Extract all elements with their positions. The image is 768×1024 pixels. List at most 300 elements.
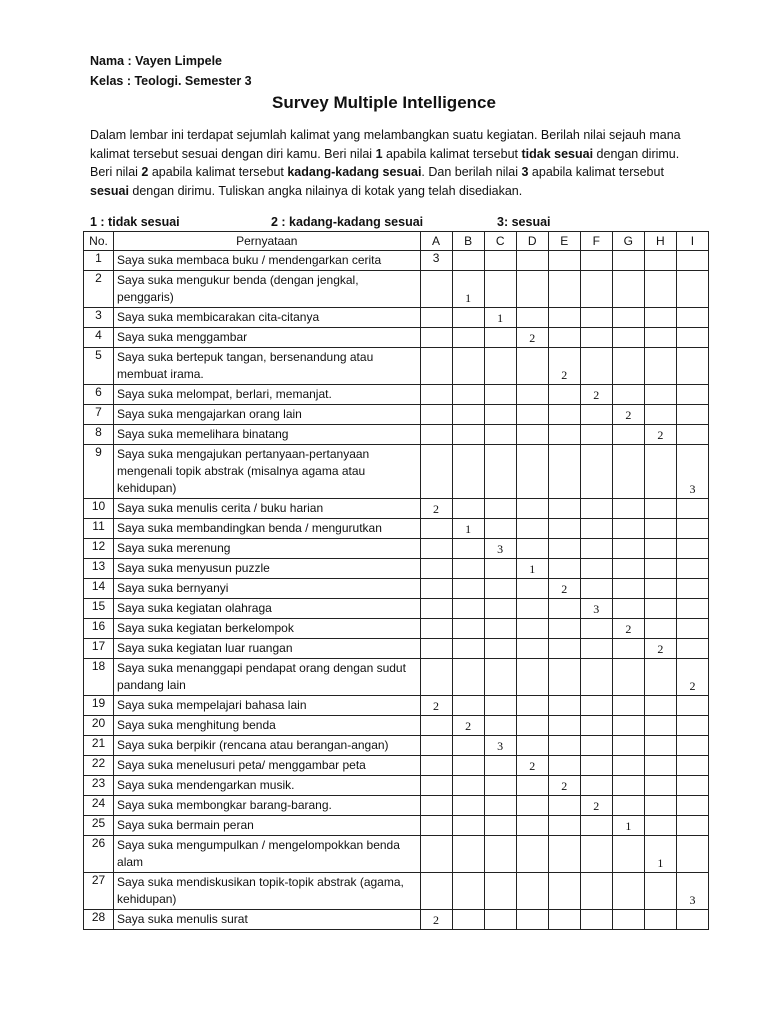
score-cell-d[interactable]: 1 [516, 559, 548, 579]
score-cell-c[interactable] [484, 599, 516, 619]
score-cell-a[interactable] [420, 659, 452, 696]
score-cell-d[interactable] [516, 639, 548, 659]
score-cell-i[interactable] [676, 385, 708, 405]
score-cell-f[interactable] [580, 619, 612, 639]
score-cell-h[interactable]: 2 [644, 639, 676, 659]
score-cell-h[interactable] [644, 308, 676, 328]
statement-cell: Saya suka melompat, berlari, memanjat. [114, 385, 420, 405]
score-cell-g[interactable] [612, 776, 644, 796]
score-cell-i[interactable] [676, 716, 708, 736]
score-cell-c[interactable]: 3 [484, 539, 516, 559]
score-cell-i[interactable]: 3 [676, 873, 708, 910]
score-cell-i[interactable] [676, 499, 708, 519]
score-cell-f[interactable] [580, 425, 612, 445]
row-number: 28 [84, 910, 114, 930]
score-cell-e[interactable] [548, 836, 580, 873]
score-cell-f[interactable] [580, 873, 612, 910]
score-cell-b[interactable] [452, 910, 484, 930]
score-cell-g[interactable] [612, 716, 644, 736]
score-cell-d[interactable] [516, 736, 548, 756]
score-cell-a[interactable] [420, 639, 452, 659]
score-cell-f[interactable] [580, 559, 612, 579]
score-cell-d[interactable]: 2 [516, 328, 548, 348]
score-cell-d[interactable] [516, 385, 548, 405]
statement-cell: Saya suka membicarakan cita-citanya [114, 308, 420, 328]
score-cell-h[interactable] [644, 539, 676, 559]
score-cell-b[interactable] [452, 445, 484, 499]
score-cell-b[interactable]: 2 [452, 716, 484, 736]
score-cell-e[interactable] [548, 308, 580, 328]
table-row [84, 776, 709, 796]
score-cell-e[interactable] [548, 599, 580, 619]
score-cell-c[interactable] [484, 579, 516, 599]
score-cell-f[interactable] [580, 348, 612, 385]
row-number: 5 [84, 348, 114, 385]
score-cell-h[interactable] [644, 736, 676, 756]
score-cell-b[interactable] [452, 736, 484, 756]
table-row [84, 579, 709, 599]
score-cell-b[interactable]: 1 [452, 271, 484, 308]
score-cell-e[interactable] [548, 328, 580, 348]
score-cell-h[interactable] [644, 328, 676, 348]
row-number: 14 [84, 579, 114, 599]
row-number: 4 [84, 328, 114, 348]
score-cell-i[interactable] [676, 619, 708, 639]
statement-cell: Saya suka kegiatan berkelompok [114, 619, 420, 639]
score-cell-a[interactable] [420, 756, 452, 776]
score-cell-a[interactable] [420, 836, 452, 873]
statement-cell: Saya suka menghitung benda [114, 716, 420, 736]
score-cell-c[interactable] [484, 816, 516, 836]
score-cell-b[interactable] [452, 405, 484, 425]
score-cell-c[interactable] [484, 499, 516, 519]
score-cell-g[interactable] [612, 599, 644, 619]
score-cell-g[interactable] [612, 445, 644, 499]
score-cell-g[interactable] [612, 385, 644, 405]
score-cell-e[interactable]: 2 [548, 348, 580, 385]
score-cell-a[interactable] [420, 579, 452, 599]
score-cell-a[interactable]: 2 [420, 910, 452, 930]
score-cell-h[interactable] [644, 405, 676, 425]
score-cell-d[interactable] [516, 796, 548, 816]
score-cell-a[interactable] [420, 736, 452, 756]
score-cell-h[interactable] [644, 251, 676, 271]
score-cell-g[interactable]: 2 [612, 619, 644, 639]
score-cell-c[interactable] [484, 328, 516, 348]
score-cell-f[interactable] [580, 308, 612, 328]
score-cell-i[interactable] [676, 559, 708, 579]
score-cell-e[interactable] [548, 251, 580, 271]
score-cell-h[interactable] [644, 579, 676, 599]
score-cell-e[interactable] [548, 271, 580, 308]
score-cell-h[interactable] [644, 348, 676, 385]
score-cell-i[interactable] [676, 696, 708, 716]
score-cell-d[interactable] [516, 659, 548, 696]
score-cell-g[interactable] [612, 559, 644, 579]
statement-cell: Saya suka menanggapi pendapat orang dengan sudut pandang lain [114, 659, 420, 696]
score-cell-h[interactable] [644, 599, 676, 619]
score-cell-c[interactable] [484, 405, 516, 425]
score-cell-h[interactable] [644, 659, 676, 696]
score-cell-e[interactable] [548, 910, 580, 930]
score-cell-f[interactable] [580, 910, 612, 930]
score-cell-d[interactable] [516, 519, 548, 539]
score-cell-g[interactable] [612, 425, 644, 445]
score-cell-c[interactable] [484, 836, 516, 873]
row-number: 27 [84, 873, 114, 910]
score-cell-c[interactable] [484, 716, 516, 736]
score-cell-c[interactable] [484, 873, 516, 910]
score-cell-b[interactable] [452, 348, 484, 385]
score-cell-a[interactable] [420, 385, 452, 405]
score-cell-d[interactable] [516, 816, 548, 836]
score-cell-a[interactable] [420, 539, 452, 559]
statement-cell: Saya suka bernyanyi [114, 579, 420, 599]
score-cell-g[interactable] [612, 519, 644, 539]
score-cell-a[interactable] [420, 599, 452, 619]
score-cell-c[interactable] [484, 425, 516, 445]
score-cell-e[interactable] [548, 816, 580, 836]
score-cell-e[interactable] [548, 425, 580, 445]
score-cell-a[interactable] [420, 519, 452, 539]
score-cell-i[interactable] [676, 776, 708, 796]
score-cell-c[interactable] [484, 756, 516, 776]
score-cell-e[interactable] [548, 405, 580, 425]
score-cell-h[interactable] [644, 776, 676, 796]
score-cell-f[interactable] [580, 539, 612, 559]
table-row [84, 251, 709, 271]
score-cell-f[interactable] [580, 519, 612, 539]
score-cell-i[interactable]: 2 [676, 659, 708, 696]
score-cell-d[interactable] [516, 539, 548, 559]
score-cell-h[interactable] [644, 445, 676, 499]
score-cell-a[interactable] [420, 308, 452, 328]
score-cell-e[interactable] [548, 445, 580, 499]
score-cell-h[interactable] [644, 619, 676, 639]
score-cell-f[interactable] [580, 251, 612, 271]
table-row [84, 499, 709, 519]
score-cell-b[interactable] [452, 873, 484, 910]
score-cell-d[interactable]: 2 [516, 756, 548, 776]
score-cell-b[interactable]: 1 [452, 519, 484, 539]
score-cell-f[interactable] [580, 716, 612, 736]
score-cell-c[interactable] [484, 348, 516, 385]
score-cell-b[interactable] [452, 539, 484, 559]
score-cell-f[interactable]: 3 [580, 599, 612, 619]
statement-cell: Saya suka berpikir (rencana atau berangan-angan) [114, 736, 420, 756]
score-cell-b[interactable] [452, 696, 484, 716]
score-cell-h[interactable] [644, 756, 676, 776]
score-cell-a[interactable] [420, 796, 452, 816]
score-cell-b[interactable] [452, 425, 484, 445]
score-cell-f[interactable] [580, 271, 612, 308]
score-cell-d[interactable] [516, 716, 548, 736]
score-cell-i[interactable] [676, 910, 708, 930]
score-cell-b[interactable] [452, 639, 484, 659]
score-cell-i[interactable]: 3 [676, 445, 708, 499]
score-cell-g[interactable] [612, 499, 644, 519]
score-cell-a[interactable] [420, 716, 452, 736]
score-cell-h[interactable] [644, 873, 676, 910]
score-cell-i[interactable] [676, 271, 708, 308]
score-cell-b[interactable] [452, 816, 484, 836]
column-header-pernyataan: Pernyataan [114, 232, 420, 251]
score-cell-d[interactable] [516, 271, 548, 308]
score-cell-g[interactable] [612, 736, 644, 756]
score-cell-a[interactable] [420, 328, 452, 348]
score-cell-g[interactable] [612, 873, 644, 910]
score-cell-i[interactable] [676, 308, 708, 328]
score-cell-h[interactable] [644, 716, 676, 736]
score-cell-g[interactable] [612, 836, 644, 873]
score-cell-h[interactable] [644, 499, 676, 519]
score-cell-f[interactable] [580, 756, 612, 776]
row-number: 2 [84, 271, 114, 308]
score-cell-h[interactable] [644, 696, 676, 716]
score-cell-a[interactable] [420, 445, 452, 499]
score-cell-h[interactable] [644, 385, 676, 405]
score-cell-c[interactable]: 1 [484, 308, 516, 328]
score-cell-e[interactable] [548, 873, 580, 910]
score-cell-b[interactable] [452, 659, 484, 696]
score-cell-e[interactable]: 2 [548, 579, 580, 599]
table-header-row [84, 232, 709, 251]
column-header-no: No. [84, 232, 114, 251]
table-row [84, 619, 709, 639]
table-row [84, 599, 709, 619]
score-cell-a[interactable]: 2 [420, 696, 452, 716]
score-cell-b[interactable] [452, 776, 484, 796]
score-cell-f[interactable] [580, 579, 612, 599]
table-row [84, 328, 709, 348]
score-cell-f[interactable] [580, 445, 612, 499]
score-cell-c[interactable] [484, 445, 516, 499]
score-cell-b[interactable] [452, 308, 484, 328]
statement-cell: Saya suka mengajarkan orang lain [114, 405, 420, 425]
score-cell-a[interactable] [420, 271, 452, 308]
score-cell-g[interactable] [612, 328, 644, 348]
score-cell-b[interactable] [452, 251, 484, 271]
score-cell-b[interactable] [452, 796, 484, 816]
score-cell-c[interactable] [484, 910, 516, 930]
column-header-c: C [484, 232, 516, 251]
score-cell-c[interactable] [484, 619, 516, 639]
score-cell-d[interactable] [516, 776, 548, 796]
score-cell-f[interactable]: 2 [580, 796, 612, 816]
statement-cell: Saya suka membandingkan benda / mengurutkan [114, 519, 420, 539]
score-cell-h[interactable] [644, 271, 676, 308]
row-number: 25 [84, 816, 114, 836]
score-cell-a[interactable] [420, 816, 452, 836]
legend-tidak-sesuai: 1 : tidak sesuai [90, 215, 180, 229]
score-cell-d[interactable] [516, 599, 548, 619]
table-row [84, 559, 709, 579]
score-cell-e[interactable] [548, 639, 580, 659]
score-cell-f[interactable] [580, 816, 612, 836]
score-cell-a[interactable] [420, 425, 452, 445]
score-cell-c[interactable] [484, 659, 516, 696]
score-cell-d[interactable] [516, 425, 548, 445]
score-cell-i[interactable] [676, 539, 708, 559]
score-cell-d[interactable] [516, 405, 548, 425]
score-cell-e[interactable] [548, 659, 580, 696]
score-cell-i[interactable] [676, 405, 708, 425]
score-cell-e[interactable] [548, 519, 580, 539]
score-cell-f[interactable] [580, 776, 612, 796]
score-cell-e[interactable] [548, 696, 580, 716]
score-cell-e[interactable] [548, 539, 580, 559]
score-cell-a[interactable] [420, 619, 452, 639]
score-cell-g[interactable] [612, 910, 644, 930]
score-cell-g[interactable] [612, 756, 644, 776]
score-cell-i[interactable] [676, 639, 708, 659]
score-cell-f[interactable] [580, 405, 612, 425]
score-cell-e[interactable] [548, 559, 580, 579]
score-cell-a[interactable] [420, 873, 452, 910]
score-cell-f[interactable] [580, 736, 612, 756]
score-cell-i[interactable] [676, 348, 708, 385]
score-cell-f[interactable]: 2 [580, 385, 612, 405]
score-cell-c[interactable] [484, 776, 516, 796]
instructions-paragraph: Dalam lembar ini terdapat sejumlah kalimat yang melambangkan suatu kegiatan. Berilah nilai sejauh mana kalimat tersebut sesuai dengan diri kamu. Beri nilai 1 apabila kalimat tersebut tidak sesuai dengan dirimu. Beri nilai 2 apabila kalimat tersebut kadang-kadang sesuai. Dan berilah nilai 3 apabila kalimat tersebut sesuai dengan dirimu. Tuliskan angka nilainya di kotak yang telah disediakan. [90, 128, 681, 198]
score-cell-d[interactable] [516, 579, 548, 599]
score-cell-g[interactable] [612, 308, 644, 328]
score-cell-d[interactable] [516, 308, 548, 328]
score-cell-i[interactable] [676, 519, 708, 539]
row-number: 23 [84, 776, 114, 796]
score-cell-c[interactable] [484, 251, 516, 271]
score-cell-c[interactable] [484, 271, 516, 308]
statement-cell: Saya suka membongkar barang-barang. [114, 796, 420, 816]
table-row [84, 348, 709, 385]
score-cell-f[interactable] [580, 836, 612, 873]
score-cell-i[interactable] [676, 579, 708, 599]
score-cell-b[interactable] [452, 579, 484, 599]
score-cell-e[interactable]: 2 [548, 776, 580, 796]
score-cell-i[interactable] [676, 736, 708, 756]
statement-cell: Saya suka mengukur benda (dengan jengkal, penggaris) [114, 271, 420, 308]
score-cell-e[interactable] [548, 385, 580, 405]
score-cell-f[interactable] [580, 328, 612, 348]
score-cell-e[interactable] [548, 756, 580, 776]
score-cell-g[interactable] [612, 696, 644, 716]
score-cell-g[interactable]: 1 [612, 816, 644, 836]
score-cell-b[interactable] [452, 619, 484, 639]
score-cell-a[interactable] [420, 405, 452, 425]
table-row [84, 539, 709, 559]
row-number: 15 [84, 599, 114, 619]
statement-cell: Saya suka membaca buku / mendengarkan cerita [114, 251, 420, 271]
table-row [84, 873, 709, 910]
score-cell-e[interactable] [548, 716, 580, 736]
score-cell-c[interactable] [484, 639, 516, 659]
score-cell-d[interactable] [516, 499, 548, 519]
score-cell-c[interactable] [484, 385, 516, 405]
score-cell-b[interactable] [452, 328, 484, 348]
score-cell-g[interactable] [612, 579, 644, 599]
score-cell-g[interactable] [612, 251, 644, 271]
score-cell-i[interactable] [676, 796, 708, 816]
score-cell-a[interactable] [420, 348, 452, 385]
row-number: 13 [84, 559, 114, 579]
score-cell-c[interactable]: 3 [484, 736, 516, 756]
score-cell-i[interactable] [676, 756, 708, 776]
score-cell-e[interactable] [548, 499, 580, 519]
score-cell-b[interactable] [452, 756, 484, 776]
score-cell-c[interactable] [484, 796, 516, 816]
score-cell-d[interactable] [516, 348, 548, 385]
table-row [84, 756, 709, 776]
score-cell-f[interactable] [580, 639, 612, 659]
score-cell-e[interactable] [548, 736, 580, 756]
row-number: 11 [84, 519, 114, 539]
score-cell-g[interactable] [612, 659, 644, 696]
score-cell-e[interactable] [548, 796, 580, 816]
row-number: 9 [84, 445, 114, 499]
score-cell-b[interactable] [452, 599, 484, 619]
score-cell-b[interactable] [452, 385, 484, 405]
table-row [84, 425, 709, 445]
score-cell-c[interactable] [484, 559, 516, 579]
table-row [84, 308, 709, 328]
score-cell-d[interactable] [516, 251, 548, 271]
score-cell-h[interactable] [644, 816, 676, 836]
score-cell-i[interactable] [676, 251, 708, 271]
score-cell-i[interactable] [676, 816, 708, 836]
score-cell-i[interactable] [676, 425, 708, 445]
score-cell-b[interactable] [452, 559, 484, 579]
score-cell-f[interactable] [580, 659, 612, 696]
score-cell-g[interactable] [612, 539, 644, 559]
column-header-e: E [548, 232, 580, 251]
score-cell-g[interactable] [612, 796, 644, 816]
score-cell-g[interactable] [612, 639, 644, 659]
score-cell-d[interactable] [516, 619, 548, 639]
score-cell-i[interactable] [676, 328, 708, 348]
score-cell-f[interactable] [580, 499, 612, 519]
score-cell-g[interactable]: 2 [612, 405, 644, 425]
score-cell-f[interactable] [580, 696, 612, 716]
score-cell-h[interactable]: 2 [644, 425, 676, 445]
score-cell-a[interactable] [420, 559, 452, 579]
score-cell-d[interactable] [516, 910, 548, 930]
score-cell-g[interactable] [612, 348, 644, 385]
score-cell-d[interactable] [516, 445, 548, 499]
score-cell-d[interactable] [516, 836, 548, 873]
score-cell-h[interactable] [644, 796, 676, 816]
score-cell-h[interactable] [644, 559, 676, 579]
score-cell-i[interactable] [676, 836, 708, 873]
score-cell-h[interactable] [644, 910, 676, 930]
score-cell-g[interactable] [612, 271, 644, 308]
score-cell-i[interactable] [676, 599, 708, 619]
score-cell-c[interactable] [484, 519, 516, 539]
score-cell-h[interactable] [644, 519, 676, 539]
score-cell-h[interactable]: 1 [644, 836, 676, 873]
score-cell-a[interactable]: 3 [420, 251, 452, 271]
score-cell-d[interactable] [516, 873, 548, 910]
score-cell-b[interactable] [452, 499, 484, 519]
score-cell-a[interactable] [420, 776, 452, 796]
score-cell-e[interactable] [548, 619, 580, 639]
score-cell-a[interactable]: 2 [420, 499, 452, 519]
score-cell-d[interactable] [516, 696, 548, 716]
column-header-g: G [612, 232, 644, 251]
table-row [84, 696, 709, 716]
score-cell-b[interactable] [452, 836, 484, 873]
score-cell-c[interactable] [484, 696, 516, 716]
row-number: 19 [84, 696, 114, 716]
